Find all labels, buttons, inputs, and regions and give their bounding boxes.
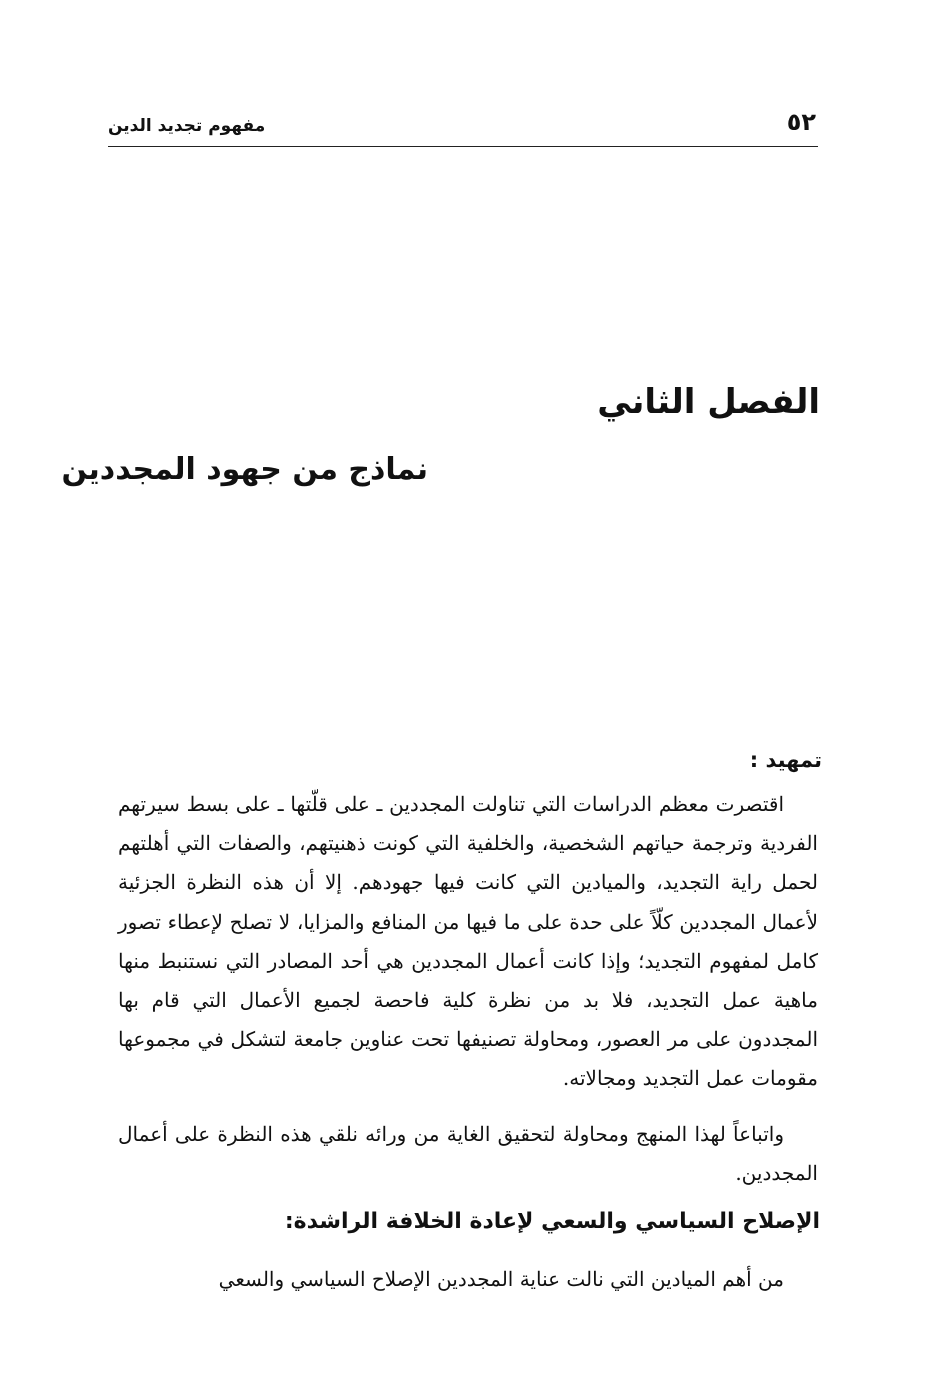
intro-paragraph-2: واتباعاً لهذا المنهج ومحاولة لتحقيق الغاية من ورائه نلقي هذه النظرة على أعمال المجددين.: [118, 1122, 818, 1186]
page-number: ٥٢: [786, 108, 816, 136]
section-heading: الإصلاح السياسي والسعي لإعادة الخلافة الراشدة:: [284, 1209, 820, 1234]
chapter-label: الفصل الثاني: [597, 382, 820, 422]
running-header-title: مفهوم تجديد الدين: [108, 116, 266, 136]
running-header: [108, 108, 818, 147]
section-paragraph-1: من أهم الميادين التي نالت عناية المجددين الإصلاح السياسي والسعي: [218, 1267, 784, 1291]
intro-heading: تمهيد :: [749, 748, 822, 772]
intro-paragraph-1: اقتصرت معظم الدراسات التي تناولت المجددين ـ على قلّتها ـ على بسط سيرتهم الفردية وترجمة حياتهم الشخصية، والخلفية التي كونت ذهنيتهم، والصفات التي أهلتهم لحمل راية التجديد، والميادين التي كانت فيها جهودهم. إلا أن هذه النظرة الجزئية لأعمال المجددين كلّاً على حدة على ما فيها من المنافع والمزايا، لا تصلح لإعطاء تصور كامل لمفهوم التجديد؛ وإذا كانت أعمال المجددين هي أحد المصادر التي نستنبط منها ماهية عمل التجديد، فلا بد من نظرة كلية فاحصة لجميع الأعمال التي قام بها المجددون على مر العصور، ومحاولة تصنيفها تحت عناوين جامعة لتشكل في مجموعها مقومات عمل التجديد ومجالاته.: [118, 792, 818, 1091]
chapter-title: نماذج من جهود المجددين: [61, 452, 428, 487]
